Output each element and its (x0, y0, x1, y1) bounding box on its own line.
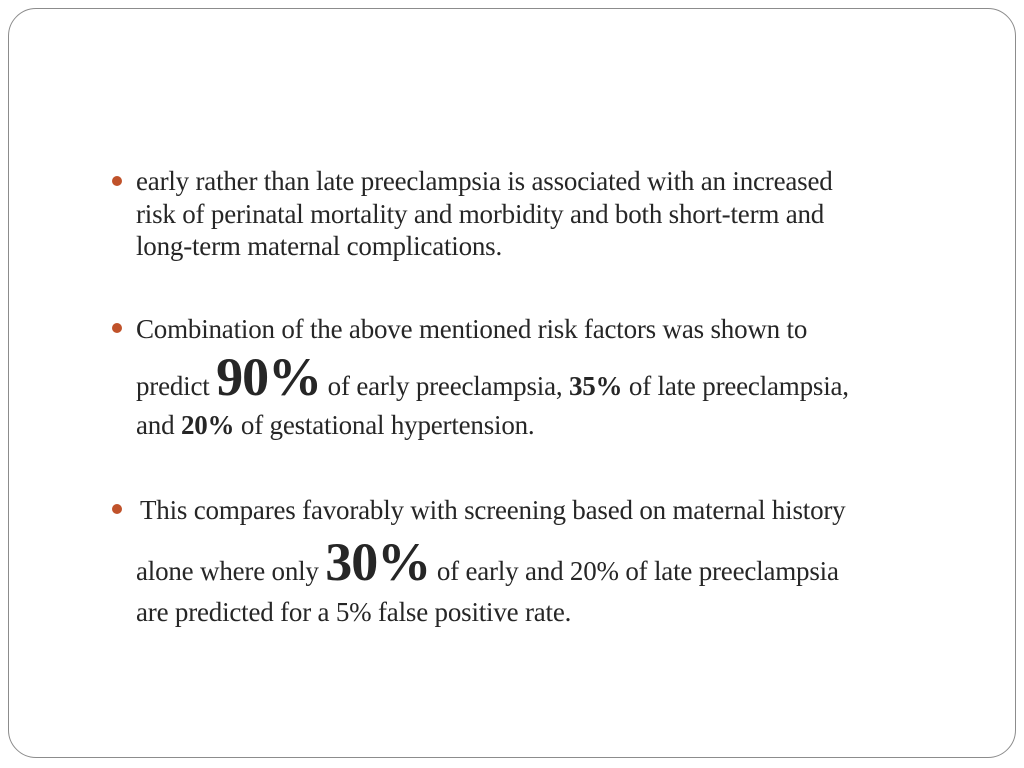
bullet-item-early-vs-late (136, 165, 966, 263)
bullet-dot-icon (112, 176, 122, 186)
late-percent-highlight: 35% (568, 371, 623, 401)
bullet-dot-icon (112, 504, 122, 514)
gh-text: of gestational hypertension. (234, 410, 535, 440)
gh-prefix: and (136, 410, 181, 440)
history-percent-highlight: 30% (325, 532, 431, 592)
early-percent-highlight: 90% (216, 347, 322, 407)
bullet-3-line-2 (136, 527, 966, 597)
bullet-2-line-1: Combination of the above mentioned risk factors was shown to (136, 314, 808, 344)
bullet-3-line-3: are predicted for a 5% false positive rate. (136, 597, 572, 627)
alone-prefix: alone where only (136, 556, 326, 586)
bullet-1-line-3: long-term maternal complications. (136, 231, 503, 261)
bullet-item-comparison (136, 493, 966, 627)
bullet-2-line-3 (136, 408, 966, 442)
gh-percent-highlight: 20% (180, 410, 235, 440)
predict-prefix: predict (136, 371, 217, 401)
late-text: of late preeclampsia, (622, 371, 849, 401)
bullet-3-line-1: This compares favorably with screening based on maternal history (140, 495, 846, 525)
bullet-1-line-1: early rather than late preeclampsia is associated with an increased (136, 166, 833, 196)
bullet-1-line-2: risk of perinatal mortality and morbidity and both short-term and (136, 198, 825, 229)
bullet-dot-icon (112, 323, 122, 333)
history-text: of early and 20% of late preeclampsia (430, 556, 839, 586)
early-text: of early preeclampsia, (321, 371, 569, 401)
bullet-2-line-2 (136, 346, 966, 408)
bullet-item-combination (136, 312, 966, 442)
